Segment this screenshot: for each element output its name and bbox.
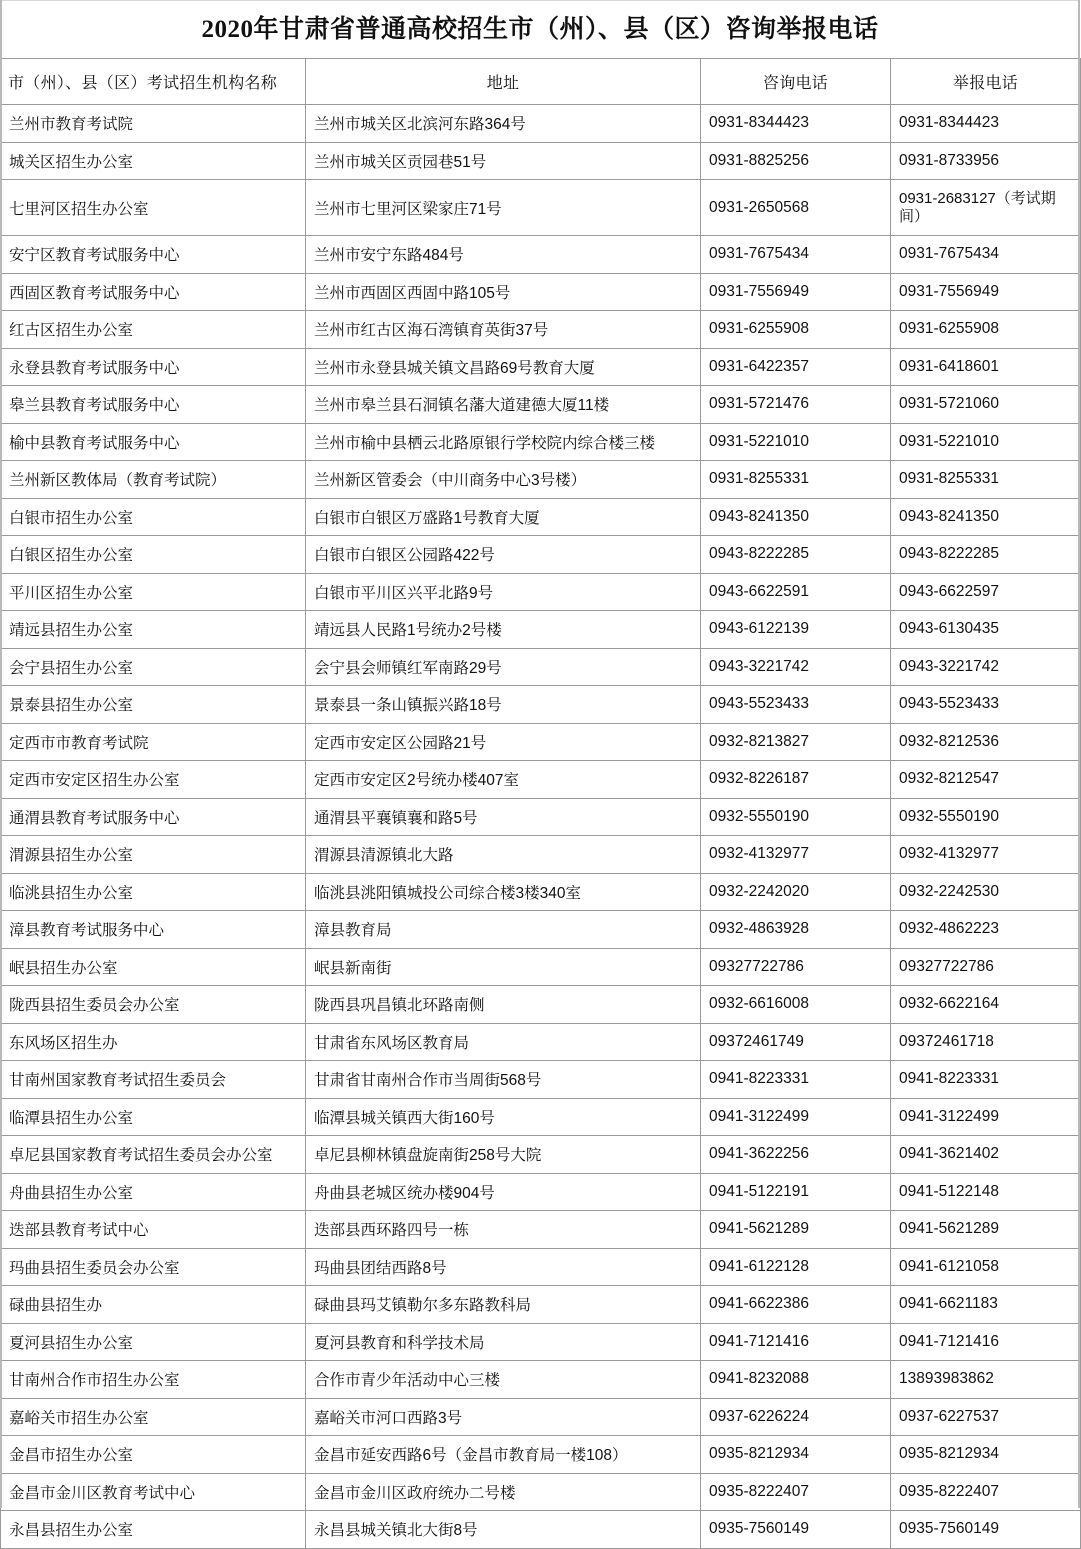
cell-address: 白银市白银区公园路422号 bbox=[306, 536, 701, 574]
cell-org: 城关区招生办公室 bbox=[1, 142, 306, 180]
cell-consult-phone: 0932-4863928 bbox=[701, 911, 891, 949]
cell-consult-phone: 0932-6616008 bbox=[701, 986, 891, 1024]
cell-consult-phone: 09372461749 bbox=[701, 1023, 891, 1061]
cell-consult-phone: 0931-7675434 bbox=[701, 236, 891, 274]
table-header bbox=[1, 59, 1081, 105]
table-row bbox=[1, 1323, 1081, 1361]
cell-address: 兰州市永登县城关镇文昌路69号教育大厦 bbox=[306, 348, 701, 386]
cell-report-phone: 0932-4132977 bbox=[891, 836, 1081, 874]
table-row bbox=[1, 1098, 1081, 1136]
cell-address: 白银市白银区万盛路1号教育大厦 bbox=[306, 498, 701, 536]
cell-report-phone: 0943-6130435 bbox=[891, 611, 1081, 649]
cell-report-phone: 0932-2242530 bbox=[891, 873, 1081, 911]
cell-address: 兰州市城关区贡园巷51号 bbox=[306, 142, 701, 180]
column-header-consult-phone: 咨询电话 bbox=[701, 59, 891, 105]
cell-address: 通渭县平襄镇襄和路5号 bbox=[306, 798, 701, 836]
cell-consult-phone: 0943-8241350 bbox=[701, 498, 891, 536]
cell-org: 红古区招生办公室 bbox=[1, 311, 306, 349]
cell-address: 舟曲县老城区统办楼904号 bbox=[306, 1173, 701, 1211]
cell-address: 金昌市金川区政府统办二号楼 bbox=[306, 1473, 701, 1511]
table-row bbox=[1, 386, 1081, 424]
cell-report-phone: 0941-8223331 bbox=[891, 1061, 1081, 1099]
cell-consult-phone: 0935-7560149 bbox=[701, 1511, 891, 1549]
table-row bbox=[1, 873, 1081, 911]
cell-org: 景泰县招生办公室 bbox=[1, 686, 306, 724]
table-row bbox=[1, 911, 1081, 949]
cell-org: 永昌县招生办公室 bbox=[1, 1511, 306, 1549]
table-row bbox=[1, 142, 1081, 180]
cell-org: 陇西县招生委员会办公室 bbox=[1, 986, 306, 1024]
cell-consult-phone: 0931-8255331 bbox=[701, 461, 891, 499]
cell-report-phone: 0941-6121058 bbox=[891, 1248, 1081, 1286]
cell-report-phone: 0941-5122148 bbox=[891, 1173, 1081, 1211]
cell-consult-phone: 0932-4132977 bbox=[701, 836, 891, 874]
cell-report-phone: 0932-8212547 bbox=[891, 761, 1081, 799]
cell-report-phone: 0941-3122499 bbox=[891, 1098, 1081, 1136]
cell-org: 白银区招生办公室 bbox=[1, 536, 306, 574]
cell-address: 临洮县洮阳镇城投公司综合楼3楼340室 bbox=[306, 873, 701, 911]
table-row bbox=[1, 1248, 1081, 1286]
cell-org: 夏河县招生办公室 bbox=[1, 1323, 306, 1361]
cell-org: 岷县招生办公室 bbox=[1, 948, 306, 986]
table-row bbox=[1, 986, 1081, 1024]
cell-report-phone: 0931-7556949 bbox=[891, 273, 1081, 311]
cell-org: 临潭县招生办公室 bbox=[1, 1098, 306, 1136]
cell-org: 兰州新区教体局（教育考试院） bbox=[1, 461, 306, 499]
cell-consult-phone: 0941-7121416 bbox=[701, 1323, 891, 1361]
cell-org: 舟曲县招生办公室 bbox=[1, 1173, 306, 1211]
cell-address: 甘肃省东风场区教育局 bbox=[306, 1023, 701, 1061]
cell-consult-phone: 0943-5523433 bbox=[701, 686, 891, 724]
cell-address: 夏河县教育和科学技术局 bbox=[306, 1323, 701, 1361]
cell-address: 碌曲县玛艾镇勒尔多东路教科局 bbox=[306, 1286, 701, 1324]
cell-consult-phone: 0941-6122128 bbox=[701, 1248, 891, 1286]
cell-report-phone: 0931-6255908 bbox=[891, 311, 1081, 349]
cell-org: 会宁县招生办公室 bbox=[1, 648, 306, 686]
cell-consult-phone: 0941-3622256 bbox=[701, 1136, 891, 1174]
cell-org: 东风场区招生办 bbox=[1, 1023, 306, 1061]
cell-org: 嘉峪关市招生办公室 bbox=[1, 1398, 306, 1436]
cell-report-phone: 0932-6622164 bbox=[891, 986, 1081, 1024]
cell-report-phone: 0932-8212536 bbox=[891, 723, 1081, 761]
cell-address: 陇西县巩昌镇北环路南侧 bbox=[306, 986, 701, 1024]
table-row bbox=[1, 1361, 1081, 1399]
cell-address: 金昌市延安西路6号（金昌市教育局一楼108） bbox=[306, 1436, 701, 1474]
cell-address: 合作市青少年活动中心三楼 bbox=[306, 1361, 701, 1399]
cell-address: 迭部县西环路四号一栋 bbox=[306, 1211, 701, 1249]
cell-consult-phone: 0937-6226224 bbox=[701, 1398, 891, 1436]
cell-report-phone: 0931-5221010 bbox=[891, 423, 1081, 461]
cell-consult-phone: 0941-8232088 bbox=[701, 1361, 891, 1399]
cell-consult-phone: 0931-5221010 bbox=[701, 423, 891, 461]
cell-consult-phone: 0931-8344423 bbox=[701, 105, 891, 143]
cell-org: 迭部县教育考试中心 bbox=[1, 1211, 306, 1249]
cell-org: 金昌市金川区教育考试中心 bbox=[1, 1473, 306, 1511]
cell-org: 永登县教育考试服务中心 bbox=[1, 348, 306, 386]
cell-address: 甘肃省甘南州合作市当周街568号 bbox=[306, 1061, 701, 1099]
table-row bbox=[1, 1436, 1081, 1474]
cell-org: 安宁区教育考试服务中心 bbox=[1, 236, 306, 274]
cell-consult-phone: 0931-8825256 bbox=[701, 142, 891, 180]
cell-address: 会宁县会师镇红军南路29号 bbox=[306, 648, 701, 686]
cell-address: 兰州市安宁东路484号 bbox=[306, 236, 701, 274]
cell-address: 兰州市七里河区梁家庄71号 bbox=[306, 180, 701, 236]
table-row bbox=[1, 273, 1081, 311]
table-row bbox=[1, 1136, 1081, 1174]
cell-report-phone: 0932-5550190 bbox=[891, 798, 1081, 836]
cell-address: 兰州市皋兰县石洞镇名藩大道建德大厦11楼 bbox=[306, 386, 701, 424]
cell-address: 靖远县人民路1号统办2号楼 bbox=[306, 611, 701, 649]
cell-consult-phone: 09327722786 bbox=[701, 948, 891, 986]
cell-org: 卓尼县国家教育考试招生委员会办公室 bbox=[1, 1136, 306, 1174]
table-header-row bbox=[1, 59, 1081, 105]
cell-report-phone: 13893983862 bbox=[891, 1361, 1081, 1399]
cell-org: 碌曲县招生办 bbox=[1, 1286, 306, 1324]
table-row bbox=[1, 423, 1081, 461]
cell-consult-phone: 0932-8226187 bbox=[701, 761, 891, 799]
cell-report-phone: 0931-6418601 bbox=[891, 348, 1081, 386]
cell-org: 平川区招生办公室 bbox=[1, 573, 306, 611]
cell-report-phone: 0941-3621402 bbox=[891, 1136, 1081, 1174]
column-header-report-phone: 举报电话 bbox=[891, 59, 1081, 105]
table-row bbox=[1, 948, 1081, 986]
cell-report-phone: 0935-7560149 bbox=[891, 1511, 1081, 1549]
table-row bbox=[1, 1511, 1081, 1549]
cell-consult-phone: 0931-6255908 bbox=[701, 311, 891, 349]
cell-report-phone: 0931-8733956 bbox=[891, 142, 1081, 180]
table-row bbox=[1, 648, 1081, 686]
cell-consult-phone: 0932-8213827 bbox=[701, 723, 891, 761]
table-row bbox=[1, 180, 1081, 236]
cell-consult-phone: 0943-6122139 bbox=[701, 611, 891, 649]
table-row bbox=[1, 311, 1081, 349]
cell-address: 定西市安定区2号统办楼407室 bbox=[306, 761, 701, 799]
cell-report-phone: 0941-7121416 bbox=[891, 1323, 1081, 1361]
cell-report-phone: 0943-3221742 bbox=[891, 648, 1081, 686]
table-row bbox=[1, 686, 1081, 724]
cell-consult-phone: 0931-2650568 bbox=[701, 180, 891, 236]
cell-org: 榆中县教育考试服务中心 bbox=[1, 423, 306, 461]
cell-report-phone: 0931-5721060 bbox=[891, 386, 1081, 424]
cell-report-phone: 0935-8212934 bbox=[891, 1436, 1081, 1474]
table-row bbox=[1, 1061, 1081, 1099]
cell-org: 西固区教育考试服务中心 bbox=[1, 273, 306, 311]
cell-address: 兰州市榆中县栖云北路原银行学校院内综合楼三楼 bbox=[306, 423, 701, 461]
cell-report-phone: 0931-7675434 bbox=[891, 236, 1081, 274]
cell-org: 通渭县教育考试服务中心 bbox=[1, 798, 306, 836]
table-row bbox=[1, 1473, 1081, 1511]
cell-consult-phone: 0935-8212934 bbox=[701, 1436, 891, 1474]
table-row bbox=[1, 1398, 1081, 1436]
cell-org: 皋兰县教育考试服务中心 bbox=[1, 386, 306, 424]
table-row bbox=[1, 798, 1081, 836]
cell-address: 永昌县城关镇北大街8号 bbox=[306, 1511, 701, 1549]
cell-address: 嘉峪关市河口西路3号 bbox=[306, 1398, 701, 1436]
cell-address: 兰州新区管委会（中川商务中心3号楼） bbox=[306, 461, 701, 499]
table-row bbox=[1, 536, 1081, 574]
cell-address: 景泰县一条山镇振兴路18号 bbox=[306, 686, 701, 724]
column-header-address: 地址 bbox=[306, 59, 701, 105]
cell-consult-phone: 0941-6622386 bbox=[701, 1286, 891, 1324]
cell-consult-phone: 0941-5122191 bbox=[701, 1173, 891, 1211]
cell-address: 白银市平川区兴平北路9号 bbox=[306, 573, 701, 611]
cell-address: 兰州市红古区海石湾镇育英街37号 bbox=[306, 311, 701, 349]
cell-report-phone: 0941-5621289 bbox=[891, 1211, 1081, 1249]
cell-address: 定西市安定区公园路21号 bbox=[306, 723, 701, 761]
cell-report-phone: 09372461718 bbox=[891, 1023, 1081, 1061]
cell-org: 渭源县招生办公室 bbox=[1, 836, 306, 874]
column-header-org: 市（州）、县（区）考试招生机构名称 bbox=[1, 59, 306, 105]
cell-consult-phone: 0941-5621289 bbox=[701, 1211, 891, 1249]
cell-org: 定西市安定区招生办公室 bbox=[1, 761, 306, 799]
cell-report-phone: 0931-2683127（考试期间） bbox=[891, 180, 1081, 236]
cell-consult-phone: 0931-6422357 bbox=[701, 348, 891, 386]
cell-consult-phone: 0941-8223331 bbox=[701, 1061, 891, 1099]
cell-report-phone: 0931-8344423 bbox=[891, 105, 1081, 143]
cell-address: 临潭县城关镇西大街160号 bbox=[306, 1098, 701, 1136]
cell-report-phone: 0932-4862223 bbox=[891, 911, 1081, 949]
table-row bbox=[1, 611, 1081, 649]
cell-report-phone: 0943-5523433 bbox=[891, 686, 1081, 724]
cell-address: 兰州市城关区北滨河东路364号 bbox=[306, 105, 701, 143]
cell-consult-phone: 0932-2242020 bbox=[701, 873, 891, 911]
table-row bbox=[1, 498, 1081, 536]
cell-org: 金昌市招生办公室 bbox=[1, 1436, 306, 1474]
cell-org: 玛曲县招生委员会办公室 bbox=[1, 1248, 306, 1286]
cell-address: 岷县新南街 bbox=[306, 948, 701, 986]
cell-consult-phone: 0941-3122499 bbox=[701, 1098, 891, 1136]
cell-org: 靖远县招生办公室 bbox=[1, 611, 306, 649]
cell-consult-phone: 0943-8222285 bbox=[701, 536, 891, 574]
table-row bbox=[1, 723, 1081, 761]
cell-address: 卓尼县柳林镇盘旋南街258号大院 bbox=[306, 1136, 701, 1174]
cell-report-phone: 0943-6622597 bbox=[891, 573, 1081, 611]
cell-org: 甘南州合作市招生办公室 bbox=[1, 1361, 306, 1399]
cell-report-phone: 0943-8222285 bbox=[891, 536, 1081, 574]
cell-consult-phone: 0931-5721476 bbox=[701, 386, 891, 424]
cell-address: 渭源县清源镇北大路 bbox=[306, 836, 701, 874]
table-body bbox=[1, 105, 1081, 1549]
cell-consult-phone: 0931-7556949 bbox=[701, 273, 891, 311]
cell-org: 兰州市教育考试院 bbox=[1, 105, 306, 143]
table-row bbox=[1, 761, 1081, 799]
cell-report-phone: 0941-6621183 bbox=[891, 1286, 1081, 1324]
table-row bbox=[1, 1211, 1081, 1249]
cell-org: 漳县教育考试服务中心 bbox=[1, 911, 306, 949]
table-row bbox=[1, 1023, 1081, 1061]
cell-consult-phone: 0943-6622591 bbox=[701, 573, 891, 611]
cell-report-phone: 0935-8222407 bbox=[891, 1473, 1081, 1511]
cell-org: 甘南州国家教育考试招生委员会 bbox=[1, 1061, 306, 1099]
cell-org: 白银市招生办公室 bbox=[1, 498, 306, 536]
cell-report-phone: 0943-8241350 bbox=[891, 498, 1081, 536]
cell-report-phone: 0937-6227537 bbox=[891, 1398, 1081, 1436]
cell-org: 七里河区招生办公室 bbox=[1, 180, 306, 236]
cell-report-phone: 0931-8255331 bbox=[891, 461, 1081, 499]
table-row bbox=[1, 236, 1081, 274]
cell-consult-phone: 0932-5550190 bbox=[701, 798, 891, 836]
cell-org: 定西市市教育考试院 bbox=[1, 723, 306, 761]
table-row bbox=[1, 836, 1081, 874]
cell-consult-phone: 0935-8222407 bbox=[701, 1473, 891, 1511]
table-row bbox=[1, 105, 1081, 143]
cell-address: 兰州市西固区西固中路105号 bbox=[306, 273, 701, 311]
cell-address: 玛曲县团结西路8号 bbox=[306, 1248, 701, 1286]
cell-org: 临洮县招生办公室 bbox=[1, 873, 306, 911]
table-row bbox=[1, 348, 1081, 386]
page-title: 2020年甘肃省普通高校招生市（州）、县（区）咨询举报电话 bbox=[0, 0, 1080, 58]
table-row bbox=[1, 461, 1081, 499]
table-row bbox=[1, 1173, 1081, 1211]
contact-phone-table bbox=[0, 58, 1081, 1549]
table-row bbox=[1, 573, 1081, 611]
cell-consult-phone: 0943-3221742 bbox=[701, 648, 891, 686]
cell-report-phone: 09327722786 bbox=[891, 948, 1081, 986]
cell-address: 漳县教育局 bbox=[306, 911, 701, 949]
table-row bbox=[1, 1286, 1081, 1324]
